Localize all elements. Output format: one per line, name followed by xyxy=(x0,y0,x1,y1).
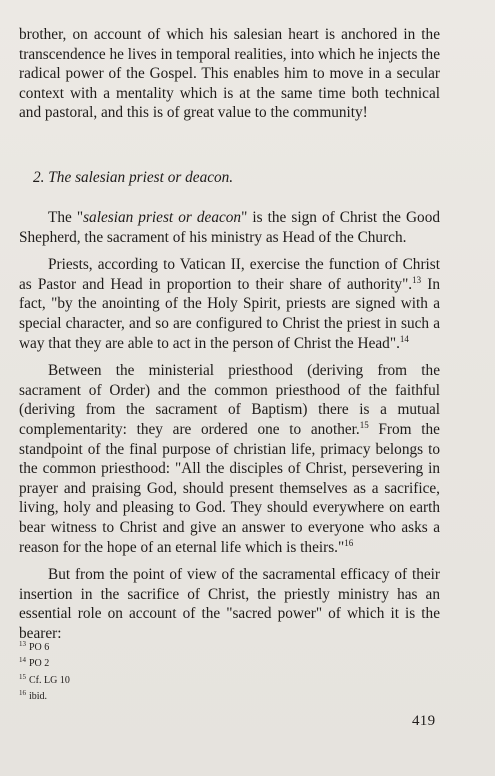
paragraph-5: But from the point of view of the sacramental efficacy of their insertion in the sacrifice of Christ, the priestly ministry has an essential role on account of the "sacred power" of which it is the bearer: xyxy=(19,566,440,642)
footnote-text: PO 6 xyxy=(29,642,50,653)
paragraph-2-rest: " is the sign of Christ the Good Shepherd, the sacrament of his ministry as Head of the Church. xyxy=(19,209,440,246)
footnote-ref-13: 13 xyxy=(412,274,422,285)
footnote-text: ibid. xyxy=(29,691,48,703)
footnote-16 xyxy=(19,687,219,703)
paragraph-3 xyxy=(19,255,440,353)
page-number: 419 xyxy=(412,713,436,729)
footnote-text: Cf. LG 10 xyxy=(29,674,70,686)
footnote-14 xyxy=(19,654,219,670)
section-body xyxy=(19,208,440,651)
paragraph-4-text-cont: From the standpoint of the final purpose of christian life, primacy belongs to the common priesthood: "All the disciples of Christ, persevering in prayer and praising God, should present themselves as a sacrifice, living, holy and pleasing to God. They should everywhere on earth bear witness to Christ and give an answer to everyone who asks a reason for the hope of an eternal life which is theirs." xyxy=(19,420,440,556)
opening-paragraph-block xyxy=(19,25,440,123)
footnote-13 xyxy=(19,638,219,654)
footnotes xyxy=(19,638,219,704)
footnote-number: 14 xyxy=(19,656,26,665)
paragraph-3-text: Priests, according to Vatican II, exercise the function of Christ as Pastor and Head in proportion to their share of authority". xyxy=(19,256,440,293)
paragraph-4-text: Between the ministerial priesthood (deriving from the sacrament of Order) and the common priesthood of the faithful (deriving from the sacrament of Baptism) there is a mutual complementarity: they are ordered one to another. xyxy=(19,362,440,438)
footnote-number: 15 xyxy=(19,672,26,681)
footnote-text: PO 2 xyxy=(29,658,50,670)
footnote-ref-16: 16 xyxy=(344,537,354,548)
paragraph-1: brother, on account of which his salesian heart is anchored in the transcendence he lives in temporal realities, into which he injects the radical power of the Gospel. This enables him to move in a secular context with a mentality which is at the same time both technical and pastoral, and this is of great value to the community! xyxy=(19,26,440,122)
paragraph-2-emphasis: salesian priest or deacon xyxy=(83,209,242,226)
footnote-ref-14: 14 xyxy=(399,333,409,344)
paragraph-3-text-cont: In fact, "by the anointing of the Holy Spirit, priests are signed with a special character, and so are configured to Christ the priest in such a way that they are able to act in the person of Christ the Head". xyxy=(19,275,440,352)
paragraph-4 xyxy=(19,361,440,557)
paragraph-2 xyxy=(19,208,440,247)
footnote-number: 16 xyxy=(19,689,26,698)
footnote-number: 13 xyxy=(19,640,26,648)
paragraph-2-lead: The " xyxy=(48,209,84,226)
footnote-15 xyxy=(19,671,219,687)
footnote-ref-15: 15 xyxy=(359,419,369,430)
section-heading: 2. The salesian priest or deacon. xyxy=(33,169,234,186)
